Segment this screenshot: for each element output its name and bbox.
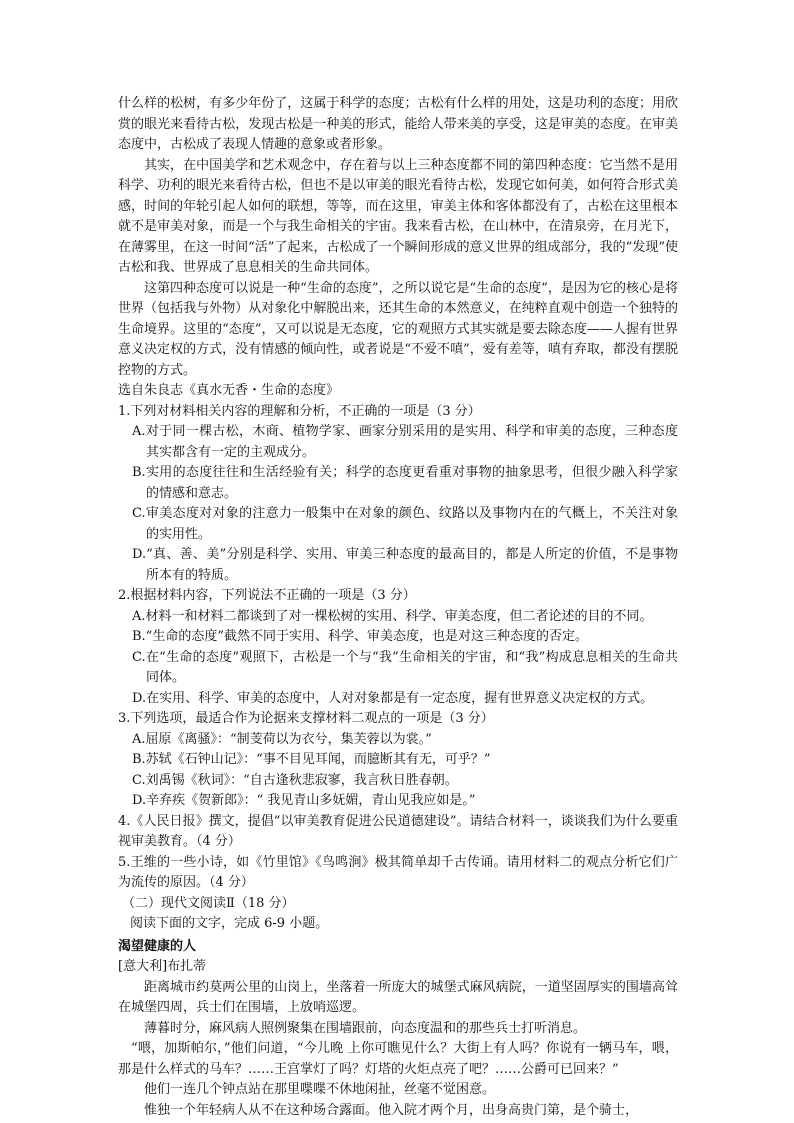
- question-2-option-d: D.在实用、科学、审美的态度中，人对对象都是有一定态度，握有世界意义决定权的方式。: [132, 690, 654, 706]
- question-2-stem: 2.根据材料内容，下列说法不正确的一项是（3 分）: [118, 588, 416, 603]
- question-3-option-a: A.屈原《离骚》：“制芰荷以为衣兮，集芙蓉以为裳。”: [132, 731, 432, 747]
- question-3-stem: 3.下列选项，最适合作为论据来支撑材料二观点的一项是（3 分）: [118, 711, 494, 726]
- question-2-option-a: A.材料一和材料二都谈到了对一棵松树的实用、科学、审美态度，但二者论述的目的不同。: [132, 608, 653, 624]
- question-1-option-b: B.实用的态度往往和生活经验有关；科学的态度更看重对事物的抽象思考，但很少融入科学家的情感和意志。: [132, 465, 678, 501]
- paragraph: 什么样的松树，有多少年份了，这属于科学的态度；古松有什么样的用处，这是功利的态度；用欣赏的眼光来看待古松，发现古松是一种美的形式，能给人带来美的享受，这是审美的态度。在审美态度中，古松成了表现人情趣的意象或者形象。: [118, 96, 678, 152]
- question-1-option-a: A.对于同一棵古松，木商、植物学家、画家分别采用的是实用、科学和审美的态度，三种态度其实都含有一定的主观成分。: [132, 424, 678, 460]
- paragraph: “喂，加斯帕尔，”他们问道，“今儿晚 上你可瞧见什么？大街上有人吗？你说有一辆马车，喂，那是什么样式的马车？……王宫掌灯了吗？灯塔的火炬点亮了吧？……公爵可已回来？”: [118, 1041, 678, 1077]
- paragraph: 他们一连几个钟点站在那里喋喋不休地闲扯，丝毫不觉困意。: [144, 1082, 496, 1097]
- paragraph: 这第四种态度可以说是一种“生命的态度”，之所以说它是“生命的态度”，是因为它的核心是将世界（包括我与外物）从对象化中解脱出来，还其生命的本然意义，在纯粹直观中创造一个独特的生命境界。这里的“态度”，又可以说是无态度，它的观照方式其实就是要去除态度——人握有世界意义决定权的方式，没有情感的倾向性，或者说是“不爱不嗔”，爱有差等，嗔有弃取，都没有摆脱控物的方式。: [118, 280, 678, 378]
- question-2-option-b: B.“生命的态度”截然不同于实用、科学、审美态度，也是对这三种态度的否定。: [132, 629, 588, 644]
- question-2-option-c: C.在“生命的态度”观照下，古松是一个与“我”生命相关的宇宙，和“我”构成息息相关的生命共同体。: [132, 649, 678, 685]
- question-3-option-c: C.刘禹锡《秋词》：“自古逢秋悲寂寥，我言秋日胜春朝。: [132, 772, 458, 788]
- paragraph: 其实，在中国美学和艺术观念中，存在着与以上三种态度都不同的第四种态度：它当然不是用科学、功利的眼光来看待古松，但也不是以审美的眼光看待古松，发现它如何美，如何符合形式美感，时间的年轮引起人如何的联想，等等，而在这里，审美主体和客体都没有了，古松在这里根本就不是审美对象，而是一个与我生命相关的宇宙。我来看古松，在山林中，在清泉旁，在月光下，在薄雾里，在这一时间“活”了起来，古松成了一个瞬间形成的意义世界的组成部分，我的“发现”使古松和我、世界成了息息相关的生命共同体。: [118, 157, 678, 275]
- question-3-option-b: B.苏轼《石钟山记》：“事不目见耳闻，而臆断其有无，可乎？”: [132, 752, 491, 767]
- section-instruction: 阅读下面的文字，完成 6-9 小题。: [130, 916, 329, 931]
- question-5: 5.王维的一些小诗，如《竹里馆》《鸟鸣涧》极其简单却千古传诵。请用材料二的观点分析它们广为流传的原因。（4 分）: [118, 854, 678, 890]
- paragraph: 距离城市约莫两公里的山岗上，坐落着一所庞大的城堡式麻风病院，一道坚固厚实的围墙高耸在城堡四周，兵士们在围墙，上放哨巡逻。: [118, 979, 678, 1015]
- question-4: 4.《人民日报》撰文，提倡“以审美教育促进公民道德建设”。请结合材料一，谈谈我们为什么要重视审美教育。（4 分）: [118, 813, 678, 849]
- question-1-stem: 1.下列对材料相关内容的理解和分析，不正确的一项是（3 分）: [118, 403, 481, 419]
- story-author: [意大利]布扎蒂: [118, 959, 207, 974]
- story-title: 渴望健康的人: [118, 938, 197, 954]
- question-1-option-c: C.审美态度对对象的注意力一般集中在对象的颜色、纹路以及事物内在的气概上，不关注对象的实用性。: [132, 506, 678, 542]
- paragraph: 薄暮时分，麻风病人照例聚集在围墙跟前，向态度温和的那些兵士打听消息。: [144, 1020, 587, 1036]
- document-page: [118, 94, 678, 1121]
- question-1-option-d: D.“真、善、美”分别是科学、实用、审美三种态度的最高目的，都是人所定的价值，不是事物所本有的特质。: [132, 547, 678, 583]
- paragraph: 惟独一个年轻病人从不在这种场合露面。他入院才两个月，出身高贵门第，是个骑士，: [144, 1102, 639, 1118]
- source-citation: 选自朱良志《真水无香・生命的态度》: [118, 383, 340, 398]
- section-heading: （二）现代文阅读Ⅱ（18 分）: [122, 895, 295, 911]
- question-3-option-d: D.辛弃疾《贺新郎》：“ 我见青山多妩媚，青山见我应如是。”: [132, 793, 476, 808]
